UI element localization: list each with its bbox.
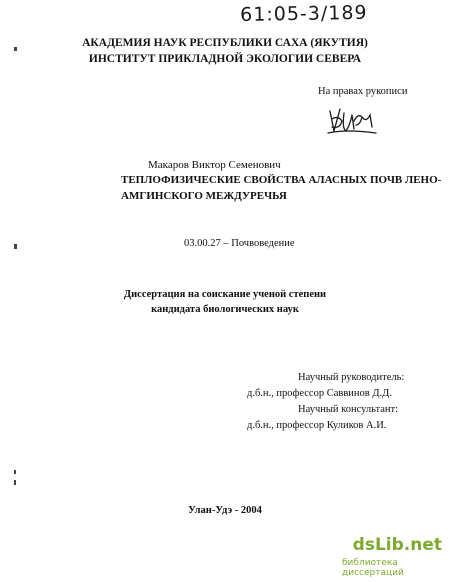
author-signature xyxy=(326,103,378,137)
specialty: 03.00.27 – Почвоведение xyxy=(184,238,295,249)
author-name: Макаров Виктор Семенович xyxy=(148,159,281,171)
institution-line-1: АКАДЕМИЯ НАУК РЕСПУБЛИКИ САХА (ЯКУТИЯ) xyxy=(82,37,368,49)
title-line-1: ТЕПЛОФИЗИЧЕСКИЕ СВОЙСТВА АЛАСНЫХ ПОЧВ ЛЕНО- xyxy=(121,174,442,186)
archive-number: 61:05-3/189 xyxy=(240,1,368,26)
consultant-label: Научный консультант: xyxy=(298,404,399,415)
scan-mark xyxy=(14,470,16,474)
degree-line-1: Диссертация на соискание ученой степени xyxy=(123,289,327,300)
watermark-logo: dsLib.net xyxy=(352,535,442,555)
dslib-watermark xyxy=(342,535,442,578)
title-line-2: АМГИНСКОГО МЕЖДУРЕЧЬЯ xyxy=(121,190,287,202)
scan-mark xyxy=(14,480,16,485)
advisor-label: Научный руководитель: xyxy=(298,372,405,383)
advisor-name: д.б.н., профессор Саввинов Д.Д. xyxy=(247,388,392,399)
scan-mark xyxy=(14,244,17,249)
rights-note: На правах рукописи xyxy=(318,86,408,97)
degree-line-2: кандидата биологических наук xyxy=(151,304,299,315)
watermark-tagline: библиотека диссертаций xyxy=(342,558,404,578)
city-year: Улан-Удэ - 2004 xyxy=(188,505,262,516)
consultant-name: д.б.н., профессор Куликов А.И. xyxy=(247,420,387,431)
institution-line-2: ИНСТИТУТ ПРИКЛАДНОЙ ЭКОЛОГИИ СЕВЕРА xyxy=(88,53,362,65)
